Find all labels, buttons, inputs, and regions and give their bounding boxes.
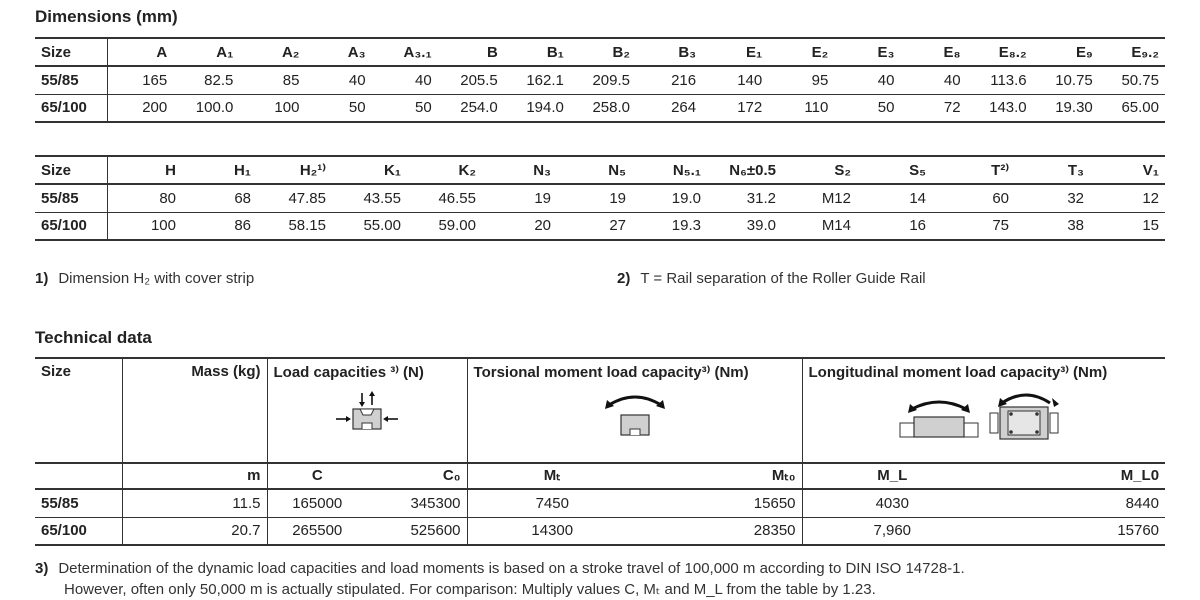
dim1-cell: 110 [804,99,829,117]
tech-cell: 55/85 [35,489,122,517]
dim1-cell: 85 [282,71,300,89]
dim2-header-2: H₁ [233,161,251,179]
dim1-cell: 194.0 [526,99,564,117]
dim1-cell: 143.0 [989,99,1027,117]
footnote-3-line2: However, often only 50,000 m is actually stipulated. For comparison: Multiply values C, Mₜ and M_L from the table by 1.23. [64,581,876,598]
dim2-cell: 19.0 [671,189,701,207]
dim2-cell: 58.15 [288,217,326,235]
dim2-cell: 65/100 [35,212,107,240]
dim1-header-8: B₂ [612,43,630,61]
tech-cell: 14300 [531,522,574,540]
tech-cell: 7,960 [873,522,912,540]
dim2-header-10: S₂ [834,161,851,179]
dim1-header-11: E₂ [811,43,829,61]
dim1-cell: 40 [414,71,432,89]
dimensions-title: Dimensions (mm) [35,7,178,26]
footnote-3-line1: Determination of the dynamic load capacities and load moments is based on a stroke travel of 100,000 m according to DIN ISO 14728-1. [58,560,965,577]
dim2-cell: 12 [1142,189,1159,207]
dim1-cell: 50 [877,99,895,117]
footnote-3 [35,558,965,600]
dim2-cell: M12 [821,189,851,207]
dim1-cell: 50 [348,99,366,117]
dim1-cell: 113.6 [990,71,1027,89]
dim2-header-1: H [165,161,176,179]
tech-cell: 7450 [535,494,569,512]
dim2-header-11: S₅ [909,161,926,179]
dim2-header-3: H₂¹⁾ [299,162,326,179]
dim1-cell: 82.5 [204,71,234,89]
dim2-cell: 59.00 [438,217,476,235]
dim2-header-6: N₃ [533,161,551,179]
dim1-cell: 72 [943,99,961,117]
dim1-header-7: B₁ [546,43,564,61]
dim1-header-16: E₉.₂ [1131,43,1159,61]
dim1-cell: 254.0 [460,99,498,117]
tech-symbol-0: m [122,463,267,489]
dim1-header-9: B₃ [678,43,697,61]
dim2-cell: 86 [234,217,251,235]
dim2-cell: 19 [609,189,626,207]
dim1-header-5: A₃.₁ [403,43,432,61]
dimensions-table-1 [35,37,1165,123]
dim1-header-1: A [156,43,168,61]
dim1-cell: 40 [348,71,366,89]
tech-cell: 65/100 [35,517,122,545]
dim1-cell: 172 [737,99,763,117]
dim1-cell: 205.5 [460,71,498,89]
dim1-header-13: E₈ [943,43,961,61]
table-row [35,184,1165,212]
tech-symbol-5: M_L [802,463,982,489]
tech-header-mass: Mass (kg) [122,358,267,463]
longitudinal-moment-icon [894,387,1074,447]
footnote-1-number: 1) [35,270,49,287]
tech-cell: 525600 [367,517,467,545]
dim1-header-4: A₃ [347,43,366,61]
tech-cell: 15760 [1117,522,1160,540]
dim2-cell: 55.00 [363,217,401,235]
tech-cell: 265500 [292,522,343,540]
dim2-cell: 55/85 [35,184,107,212]
table-row [35,94,1165,122]
tech-cell: 4030 [875,494,909,512]
tech-header-torsional [467,358,802,463]
dim1-cell: 100 [274,99,300,117]
footnote-2 [617,270,926,287]
technical-data-table [35,357,1165,546]
dim1-cell: 200 [142,99,168,117]
tech-symbol-4: Mₜ₀ [637,463,802,489]
tech-cell: 28350 [637,517,802,545]
dim2-cell: 16 [909,217,926,235]
dim2-cell: 38 [1067,217,1084,235]
dimensions-table-2 [35,155,1165,241]
table-row [35,489,1165,517]
tech-header-longitudinal-label: Longitudinal moment load capacity³⁾ (Nm) [808,364,1108,381]
dim2-cell: 100 [150,217,176,235]
torsional-moment-icon [595,389,675,441]
dim1-cell: 165 [142,71,168,89]
dim1-header-2: A₁ [216,43,234,61]
dim2-cell: 80 [159,189,176,207]
dim2-header-14: V₁ [1142,161,1159,179]
tech-cell: 345300 [367,489,467,517]
dim2-header-8: N₅.₁ [672,161,701,179]
dim1-cell: 258.0 [592,99,630,117]
dim2-cell: 27 [609,217,626,235]
tech-cell: 8440 [1125,494,1160,512]
dim1-cell: 216 [671,71,697,89]
dim2-cell: 68 [234,189,251,207]
dim2-header-7: N₅ [608,161,626,179]
technical-title: Technical data [35,328,152,347]
tech-cell: 11.5 [122,489,267,517]
dim2-cell: 20 [534,217,551,235]
dim2-header-0: Size [35,156,107,184]
footnote-2-number: 2) [617,270,631,287]
tech-symbol-size [35,463,122,489]
dim1-header-6: B [486,43,498,61]
dim2-cell: 19.3 [671,217,701,235]
dim1-cell: 162.1 [526,71,564,89]
tech-header-torsional-label: Torsional moment load capacity³⁾ (Nm) [473,364,749,381]
table-row [35,212,1165,240]
dim2-cell: 31.2 [746,189,776,207]
dim2-cell: 32 [1067,189,1084,207]
dim1-header-15: E₉ [1076,43,1093,61]
dim1-cell: 40 [943,71,961,89]
dim1-cell: 19.30 [1055,99,1093,117]
dim2-cell: 43.55 [363,189,401,207]
dim1-cell: 140 [737,71,763,89]
dim2-cell: 47.85 [288,189,326,207]
dim2-header-4: K₁ [383,161,401,179]
tech-symbol-2: C₀ [367,463,467,489]
dim1-header-0: Size [35,38,107,66]
footnote-1-text: Dimension H₂ with cover strip [58,270,255,287]
dim2-cell: 19 [534,189,551,207]
dim2-cell: 14 [909,189,926,207]
tech-cell: 15650 [637,489,802,517]
dim2-header-5: K₂ [458,161,476,179]
dim1-cell: 264 [671,99,697,117]
tech-cell: 20.7 [122,517,267,545]
footnote-3-number: 3) [35,560,49,577]
load-capacity-icon [322,389,412,439]
tech-header-load-label: Load capacities ³⁾ (N) [273,364,424,381]
dim2-cell: 60 [992,189,1009,207]
tech-cell: 165000 [292,494,343,512]
table-row [35,517,1165,545]
dim2-header-9: N₆±0.5 [729,161,776,179]
tech-header-longitudinal [802,358,1165,463]
dim1-header-14: E₈.₂ [998,43,1027,61]
dim2-header-13: T₃ [1067,161,1084,179]
table-row [35,66,1165,94]
dim2-header-12: T²⁾ [991,162,1009,179]
tech-symbol-6: M_L0 [982,463,1165,489]
tech-header-size: Size [35,358,122,463]
dim1-cell: 50.75 [1121,71,1159,89]
footnote-1 [35,270,254,287]
dim2-cell: 75 [992,217,1009,235]
dim1-cell: 100.0 [195,99,234,117]
dim1-cell: 50 [414,99,432,117]
tech-symbol-3: Mₜ [467,463,637,489]
dim2-cell: 39.0 [746,217,776,235]
dim1-cell: 95 [811,71,829,89]
dim1-cell: 65/100 [35,94,107,122]
dim1-cell: 209.5 [592,71,630,89]
dim2-cell: 15 [1142,217,1159,235]
dim1-header-3: A₂ [281,43,300,61]
footnote-2-text: T = Rail separation of the Roller Guide Rail [640,270,926,287]
dim1-header-10: E₁ [746,43,763,61]
dim2-cell: M14 [821,217,851,235]
dim1-cell: 65.00 [1121,99,1159,117]
dim1-header-12: E₃ [877,43,895,61]
tech-symbol-1: C [267,463,367,489]
dim1-cell: 10.75 [1055,71,1093,89]
dim2-cell: 46.55 [438,189,476,207]
dim1-cell: 55/85 [35,66,107,94]
dim1-cell: 40 [877,71,895,89]
tech-header-load [267,358,467,463]
